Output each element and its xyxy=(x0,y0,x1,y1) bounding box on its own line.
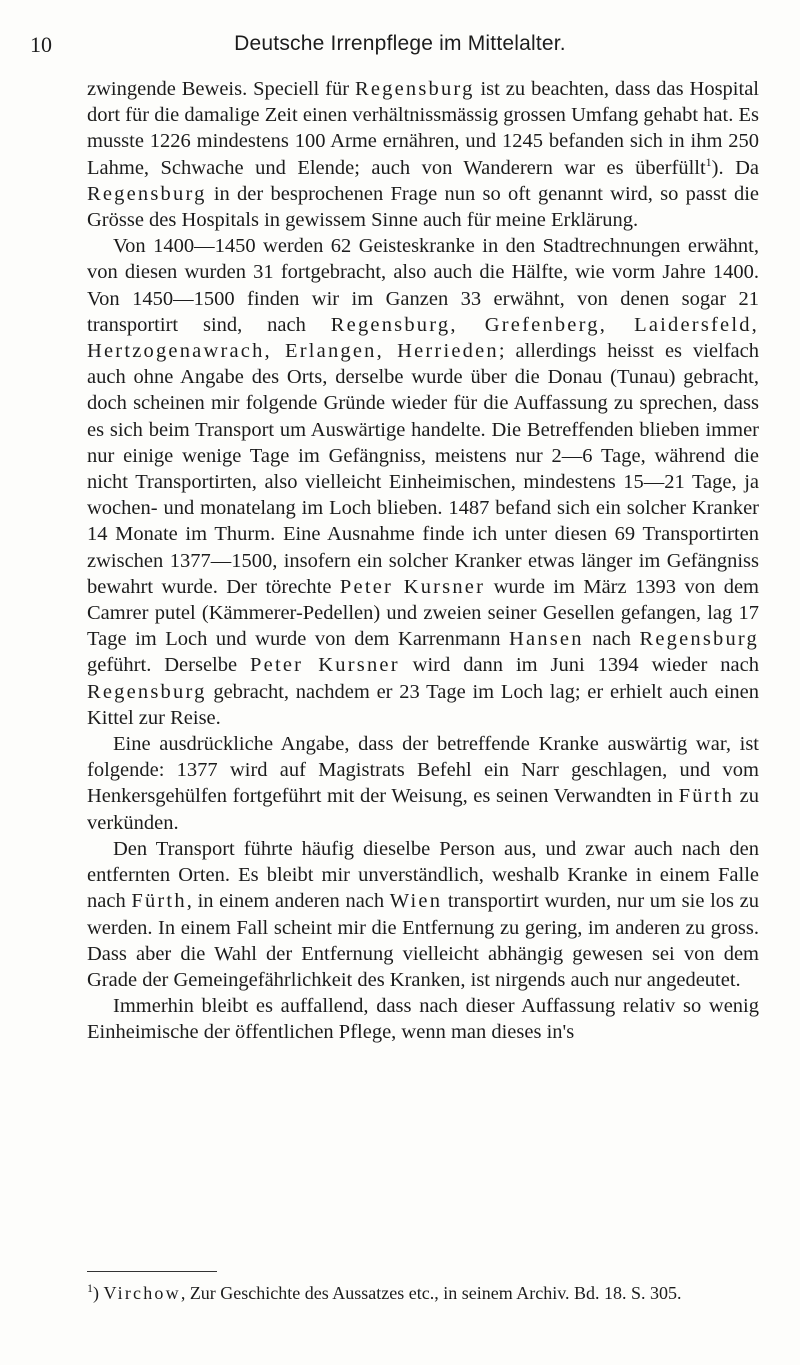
footnote xyxy=(87,1282,759,1305)
text-run: transportirt wurden, nur um sie los zu werden. In einem Fall scheint mir die Entfernung zu gering, im anderen zu gross. Dass aber die Wahl der Entfernung vielleicht abhängig gewesen sei von dem Grade der Gemeingefährlichkeit des Kranken, ist nirgends auch nur angedeutet. xyxy=(87,890,760,991)
paragraph-5 xyxy=(87,993,759,1045)
page-number: 10 xyxy=(30,32,52,57)
paragraph-4 xyxy=(87,836,759,993)
text-run: ). Da xyxy=(711,156,760,179)
place-name: Regensburg xyxy=(639,628,760,651)
text-run: gebracht, nachdem er 23 Tage im Loch lag; er erhielt auch einen Kittel zur Reise. xyxy=(87,680,759,729)
text-run: Von 1400—1450 werden 62 Geisteskranke in den Stadtrechnungen erwähnt, von diesen wurden 31 fortgebracht, also auch die Hälfte, wie vorm Jahre 1400. Von 1450—1500 finden wir im Ganzen 33 erwähnt, von denen sogar 21 transportirt sind, nach xyxy=(87,235,759,336)
text-run: wurde im März 1393 von dem Camrer putel (Kämmerer-Pedellen) und zweien seiner Gesellen gefangen, lag 17 Tage im Loch und wurde von dem Karrenmann xyxy=(87,575,760,651)
place-name: Fürth xyxy=(131,890,187,913)
text-run: wird dann im Juni 1394 wieder nach xyxy=(399,654,759,677)
person-name: Hansen xyxy=(509,628,584,651)
paragraph-1 xyxy=(87,76,759,233)
footnote-separator xyxy=(87,1271,217,1272)
text-run: nach xyxy=(583,628,640,651)
text-run: , in einem anderen nach xyxy=(186,890,390,913)
body-text xyxy=(87,76,759,1046)
footnote-reference[interactable]: 1 xyxy=(705,154,712,169)
text-run: ist zu beachten, dass das Hospital dort für die damalige Zeit einen verhältnissmässig grossen Umfang gehabt hat. Es musste 1226 mindestens 100 Arme ernähren, und 1245 befanden sich in ihm 250 Lahme, Schwache und Elende; auch von Wanderern war es überfüllt xyxy=(87,78,759,179)
footnote-text: , Zur Geschichte des Aussatzes etc., in seinem Archiv. Bd. 18. S. 305. xyxy=(180,1283,682,1303)
paragraph-2 xyxy=(87,233,759,731)
footnote-marker: 1 xyxy=(87,1281,93,1295)
paragraph-3 xyxy=(87,731,759,836)
running-title: Deutsche Irrenpflege im Mittelalter. xyxy=(234,32,566,55)
footnote-marker-paren: ) xyxy=(93,1283,99,1303)
text-run: Den Transport führte häufig dieselbe Person aus, und zwar auch nach den entfernten Orten. Es bleibt mir unverständlich, weshalb Kranke in einem Falle nach xyxy=(87,837,759,913)
place-name: Regensburg xyxy=(87,680,207,703)
text-run: ; allerdings heisst es vielfach auch ohne Angabe des Orts, derselbe wurde über die Donau (Tunau) gebracht, doch scheinen mir folgende Gründe wieder für die Auffassung zu sprechen, dass es sich beim Transport um Auswärtige handelte. Die Betreffenden blieben immer nur einige wenige Tage im Gefängniss, meistens nur 2—6 Tage, während die nicht Transportirten, also vielleicht Einheimischen, mindestens 15—21 Tage, ja wochen- und monatelang im Loch blieben. 1487 befand sich ein solcher Kranker 14 Monate im Thurm. Eine Ausnahme finde ich unter diesen 69 Transportirten zwischen 1377—1500, insofern ein solcher Kranker etwas länger im Gefängniss bewahrt wurde. Der törechte xyxy=(87,340,759,598)
text-run: zu verkünden. xyxy=(87,785,759,834)
text-run: zwingende Beweis. Speciell für xyxy=(87,78,355,100)
page-header xyxy=(30,28,770,68)
person-name: Peter Kursner xyxy=(339,575,486,598)
text-run: in der besprochenen Frage nun so oft genannt wird, so passt die Grösse des Hospitals in gewissem Sinne auch für meine Erklärung. xyxy=(87,182,759,232)
footnote-author: Virchow xyxy=(103,1283,181,1303)
text-run: geführt. Derselbe xyxy=(87,654,251,677)
place-name: Fürth xyxy=(678,785,735,808)
place-names: Regensburg, Grefenberg, Laidersfeld, Hertzogenawrach, Erlangen, Herrieden xyxy=(87,313,760,363)
place-name: Wien xyxy=(389,890,443,913)
person-name: Peter Kursner xyxy=(250,654,400,677)
text-run: Eine ausdrückliche Angabe, dass der betreffende Kranke auswärtig war, ist folgende: 1377 wird auf Magistrats Befehl ein Narr geschlagen, und vom Henkersgehülfen fortgeführt mit der Weisung, es seinen Verwandten in xyxy=(87,733,759,808)
text-run: Immerhin bleibt es auffallend, dass nach dieser Auffassung relativ so wenig Einheimische der öffentlichen Pflege, wenn man dieses in's xyxy=(87,995,759,1044)
place-name: Regensburg xyxy=(87,182,207,205)
place-name: Regensburg xyxy=(354,78,475,100)
